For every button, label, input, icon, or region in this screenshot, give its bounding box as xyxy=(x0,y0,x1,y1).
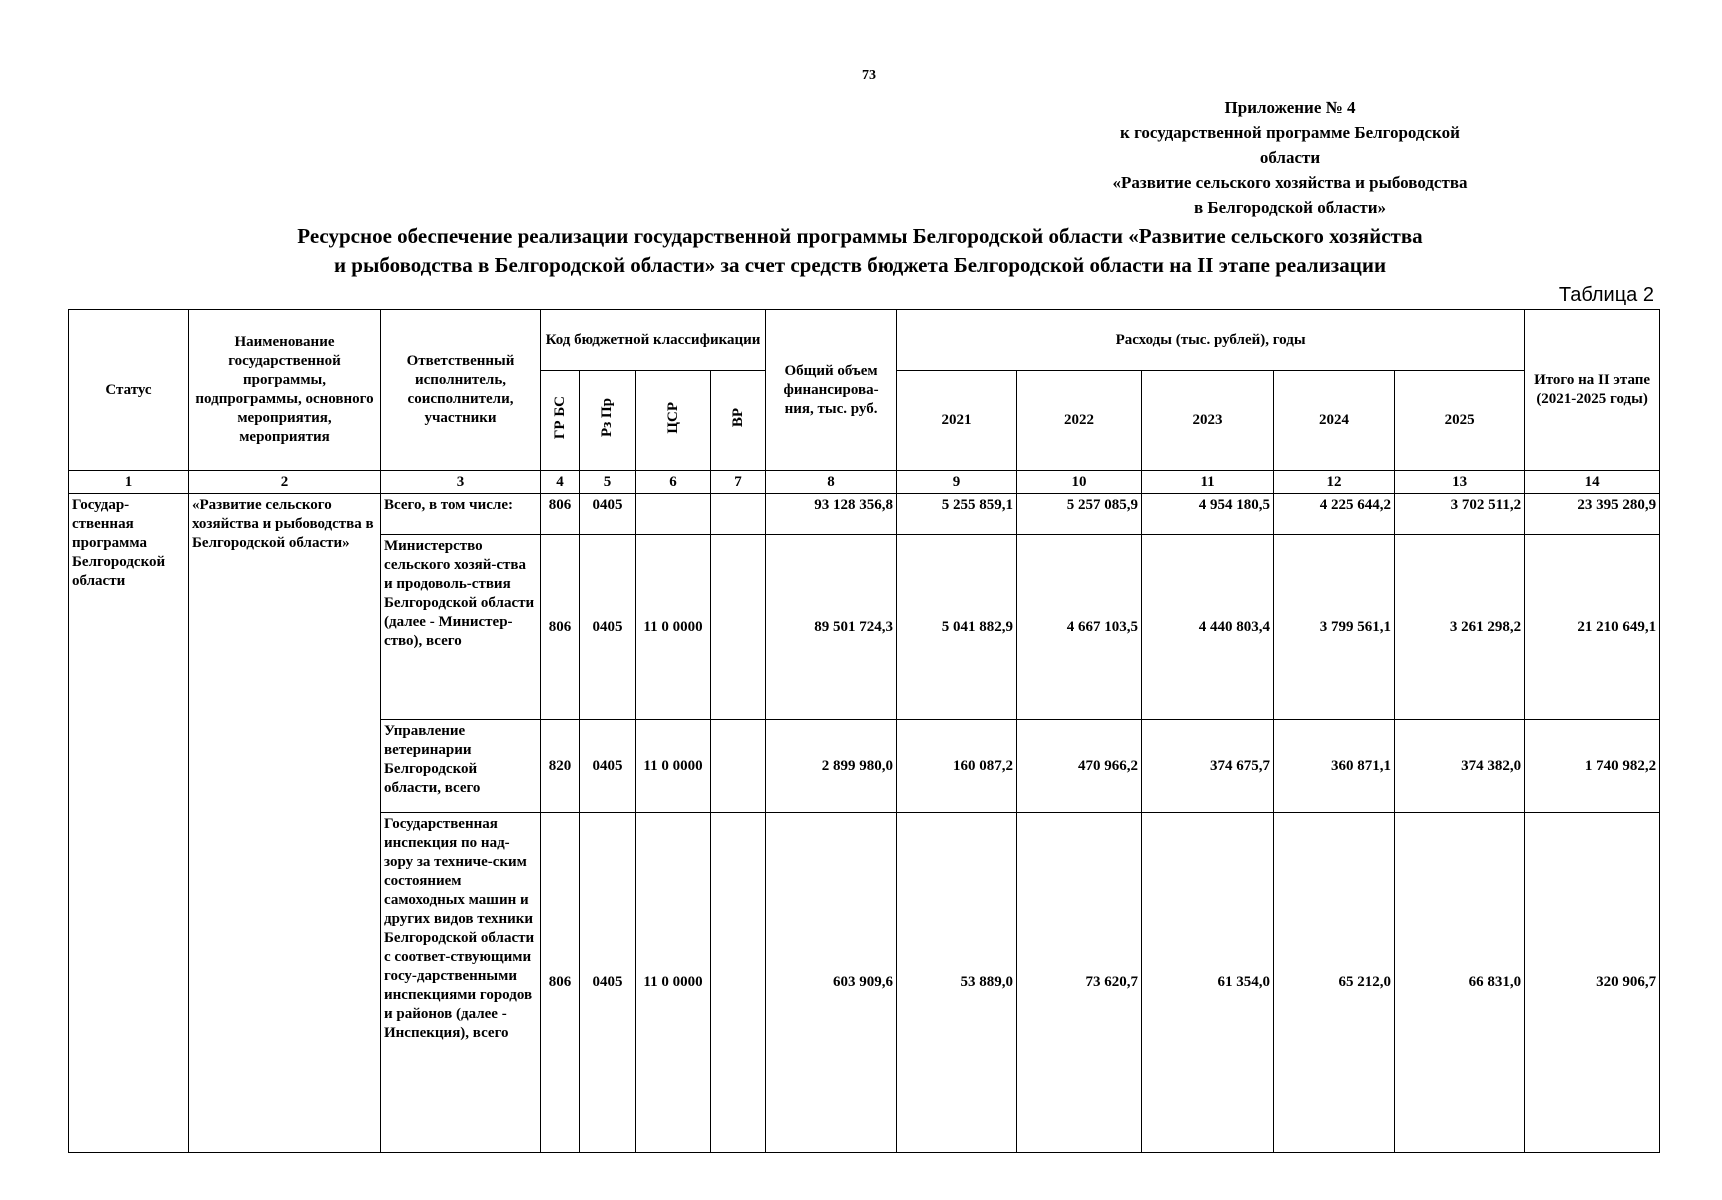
csr-cell: 11 0 0000 xyxy=(636,720,711,813)
title-line: Ресурсное обеспечение реализации государственной программы Белгородской области «Развитие сельского хозяйства xyxy=(297,224,1423,248)
column-number: 8 xyxy=(766,471,897,494)
year-2023-cell: 61 354,0 xyxy=(1142,813,1274,1153)
stage-total-cell: 23 395 280,9 xyxy=(1525,494,1660,535)
csr-cell: 11 0 0000 xyxy=(636,535,711,720)
column-number: 13 xyxy=(1395,471,1525,494)
year-2021-cell: 160 087,2 xyxy=(897,720,1017,813)
grbs-cell: 806 xyxy=(541,494,580,535)
header-vr xyxy=(711,371,766,471)
column-number: 7 xyxy=(711,471,766,494)
stage-total-cell: 21 210 649,1 xyxy=(1525,535,1660,720)
csr-cell: 11 0 0000 xyxy=(636,813,711,1153)
rzpr-cell: 0405 xyxy=(580,813,636,1153)
year-2024-cell: 4 225 644,2 xyxy=(1274,494,1395,535)
year-2024-cell: 360 871,1 xyxy=(1274,720,1395,813)
year-2022-cell: 4 667 103,5 xyxy=(1017,535,1142,720)
header-name: Наименование государственной программы, подпрограммы, основного мероприятия, мероприятия xyxy=(189,310,381,471)
program-status: Государ-ственная программа Белгородской области xyxy=(69,494,189,1153)
total-cell: 89 501 724,3 xyxy=(766,535,897,720)
header-year-2023: 2023 xyxy=(1142,371,1274,471)
responsible-cell: Управление ветеринарии Белгородской области, всего xyxy=(381,720,541,813)
year-2021-cell: 5 041 882,9 xyxy=(897,535,1017,720)
year-2025-cell: 374 382,0 xyxy=(1395,720,1525,813)
column-number-row xyxy=(69,471,1660,494)
column-number: 4 xyxy=(541,471,580,494)
year-2021-cell: 5 255 859,1 xyxy=(897,494,1017,535)
appendix-line: «Развитие сельского хозяйства и рыбоводства xyxy=(1112,173,1468,192)
title-line: и рыбоводства в Белгородской области» за счет средств бюджета Белгородской области на II этапе реализации xyxy=(333,253,1387,277)
header-code-group: Код бюджетной классификации xyxy=(541,310,766,371)
year-2022-cell: 5 257 085,9 xyxy=(1017,494,1142,535)
year-2023-cell: 4 440 803,4 xyxy=(1142,535,1274,720)
program-name: «Развитие сельского хозяйства и рыбоводства в Белгородской области» xyxy=(189,494,381,1153)
header-csr-text: ЦСР xyxy=(664,401,681,434)
vr-cell xyxy=(711,813,766,1153)
stage-total-cell: 1 740 982,2 xyxy=(1525,720,1660,813)
grbs-cell: 820 xyxy=(541,720,580,813)
appendix-line: в Белгородской области» xyxy=(1193,198,1387,217)
header-total: Общий объем финансирова-ния, тыс. руб. xyxy=(766,310,897,471)
table-row xyxy=(69,494,1660,535)
year-2022-cell: 73 620,7 xyxy=(1017,813,1142,1153)
column-number: 14 xyxy=(1525,471,1660,494)
header-expenses-group: Расходы (тыс. рублей), годы xyxy=(897,310,1525,371)
year-2021-cell: 53 889,0 xyxy=(897,813,1017,1153)
year-2025-cell: 66 831,0 xyxy=(1395,813,1525,1153)
total-cell: 2 899 980,0 xyxy=(766,720,897,813)
header-responsible: Ответственный исполнитель, соисполнители, участники xyxy=(381,310,541,471)
document-title xyxy=(150,222,1570,280)
column-number: 5 xyxy=(580,471,636,494)
year-2024-cell: 65 212,0 xyxy=(1274,813,1395,1153)
column-number: 3 xyxy=(381,471,541,494)
header-year-2024: 2024 xyxy=(1274,371,1395,471)
total-cell: 603 909,6 xyxy=(766,813,897,1153)
year-2025-cell: 3 261 298,2 xyxy=(1395,535,1525,720)
year-2023-cell: 374 675,7 xyxy=(1142,720,1274,813)
year-2022-cell: 470 966,2 xyxy=(1017,720,1142,813)
column-number: 9 xyxy=(897,471,1017,494)
column-number: 6 xyxy=(636,471,711,494)
table-label: Таблица 2 xyxy=(1558,284,1654,306)
appendix-line: к государственной программе Белгородской области xyxy=(1120,123,1460,167)
year-2025-cell: 3 702 511,2 xyxy=(1395,494,1525,535)
vr-cell xyxy=(711,535,766,720)
rzpr-cell: 0405 xyxy=(580,535,636,720)
column-number: 1 xyxy=(69,471,189,494)
appendix-line: Приложение № 4 xyxy=(1224,98,1356,117)
header-year-2021: 2021 xyxy=(897,371,1017,471)
header-rzpr xyxy=(580,371,636,471)
page-number: 73 xyxy=(862,68,876,83)
header-year-2022: 2022 xyxy=(1017,371,1142,471)
responsible-cell: Министерство сельского хозяй-ства и продоволь-ствия Белгородской области (далее - Министер-ство), всего xyxy=(381,535,541,720)
total-cell: 93 128 356,8 xyxy=(766,494,897,535)
year-2024-cell: 3 799 561,1 xyxy=(1274,535,1395,720)
header-status: Статус xyxy=(69,310,189,471)
header-stage-total: Итого на II этапе (2021-2025 годы) xyxy=(1525,310,1660,471)
year-2023-cell: 4 954 180,5 xyxy=(1142,494,1274,535)
header-csr xyxy=(636,371,711,471)
column-number: 10 xyxy=(1017,471,1142,494)
column-number: 11 xyxy=(1142,471,1274,494)
vr-cell xyxy=(711,494,766,535)
responsible-cell: Всего, в том числе: xyxy=(381,494,541,535)
vr-cell xyxy=(711,720,766,813)
csr-cell xyxy=(636,494,711,535)
stage-total-cell: 320 906,7 xyxy=(1525,813,1660,1153)
header-grbs xyxy=(541,371,580,471)
header-vr-text: ВР xyxy=(729,407,746,428)
header-year-2025: 2025 xyxy=(1395,371,1525,471)
resource-table xyxy=(68,309,1660,1153)
column-number: 2 xyxy=(189,471,381,494)
grbs-cell: 806 xyxy=(541,535,580,720)
grbs-cell: 806 xyxy=(541,813,580,1153)
rzpr-cell: 0405 xyxy=(580,494,636,535)
column-number: 12 xyxy=(1274,471,1395,494)
responsible-cell: Государственная инспекция по над-зору за техниче-ским состоянием самоходных машин и других видов техники Белгородской области с соответ-ствующими госу-дарственными инспекциями городов и районов (далее - Инспекция), всего xyxy=(381,813,541,1153)
rzpr-cell: 0405 xyxy=(580,720,636,813)
header-grbs-text: ГР БС xyxy=(551,395,568,440)
header-rzpr-text: Рз Пр xyxy=(599,398,615,437)
appendix-header xyxy=(1090,95,1490,220)
